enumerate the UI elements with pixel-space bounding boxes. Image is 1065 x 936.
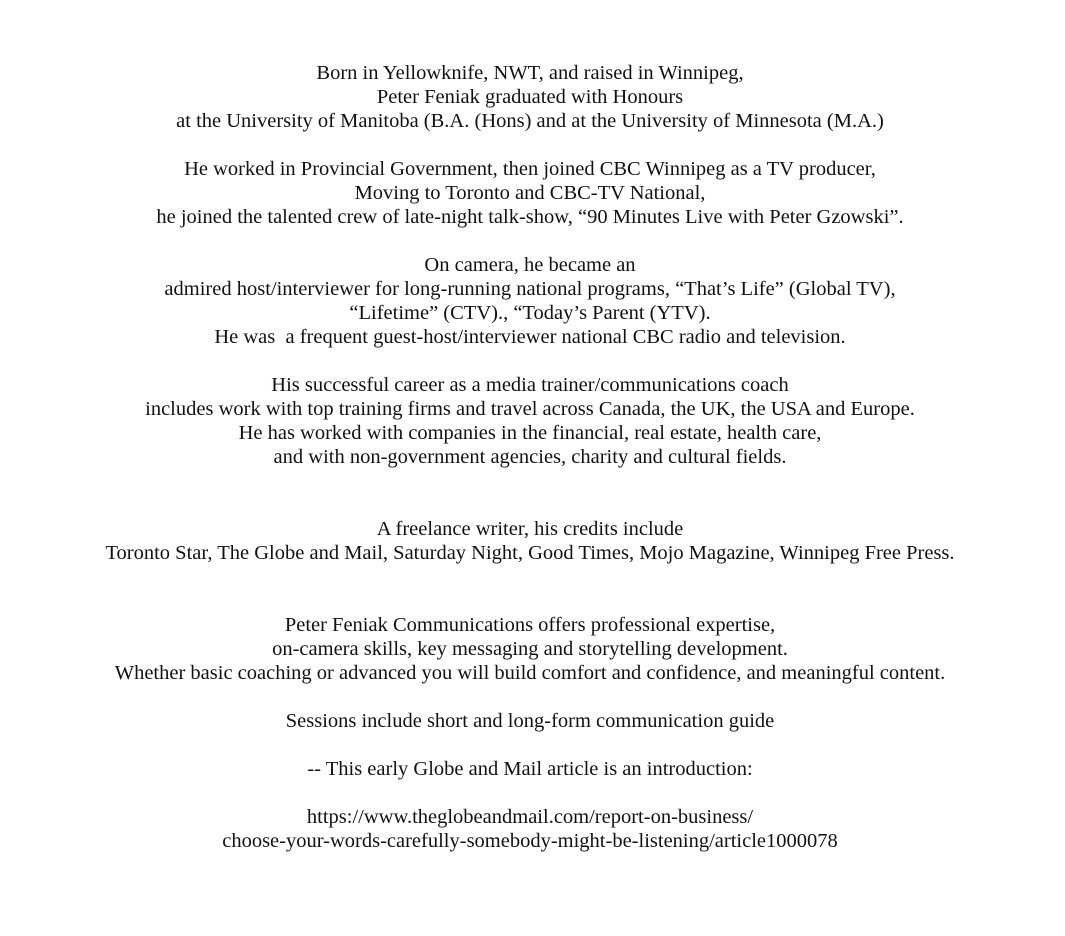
article-link-paragraph (0, 805, 1060, 853)
text-line: On camera, he became an (424, 254, 636, 276)
paragraph (0, 517, 1060, 565)
paragraph (0, 757, 1060, 781)
text-line: Sessions include short and long-form communication guide (285, 710, 775, 732)
text-line: He worked in Provincial Government, then joined CBC Winnipeg as a TV producer, (184, 158, 876, 180)
text-line: His successful career as a media trainer/communications coach (271, 374, 789, 396)
text-line: includes work with top training firms and travel across Canada, the UK, the USA and Europe. (145, 398, 915, 420)
text-line: at the University of Manitoba (B.A. (Hons) and at the University of Minnesota (M.A.) (176, 110, 884, 132)
text-line: “Lifetime” (CTV)., “Today’s Parent (YTV). (349, 302, 711, 324)
paragraph (0, 373, 1060, 469)
text-line: He has worked with companies in the financial, real estate, health care, (238, 422, 822, 444)
text-line: -- This early Globe and Mail article is an introduction: (307, 758, 753, 780)
text-line: admired host/interviewer for long-running national programs, “That’s Life” (Global TV), (164, 278, 896, 300)
biography-document (0, 61, 1060, 853)
text-line: on-camera skills, key messaging and storytelling development. (272, 638, 788, 660)
text-line: A freelance writer, his credits include (376, 518, 684, 540)
paragraph (0, 709, 1060, 733)
text-line: Moving to Toronto and CBC-TV National, (354, 182, 706, 204)
text-line: He was a frequent guest-host/interviewer national CBC radio and television. (214, 326, 846, 348)
paragraph (0, 61, 1060, 133)
text-line: Peter Feniak graduated with Honours (376, 86, 684, 108)
text-line: Toronto Star, The Globe and Mail, Saturday Night, Good Times, Mojo Magazine, Winnipeg Free Press. (105, 542, 955, 564)
text-line: and with non-government agencies, charity and cultural fields. (273, 446, 787, 468)
paragraph (0, 253, 1060, 349)
article-link-line[interactable]: https://www.theglobeandmail.com/report-on-business/ (306, 806, 754, 828)
text-line: Born in Yellowknife, NWT, and raised in Winnipeg, (316, 62, 744, 84)
text-line: he joined the talented crew of late-night talk-show, “90 Minutes Live with Peter Gzowski”. (156, 206, 904, 228)
text-line: Peter Feniak Communications offers professional expertise, (284, 614, 776, 636)
text-line: Whether basic coaching or advanced you will build comfort and confidence, and meaningful content. (114, 662, 946, 684)
paragraph (0, 613, 1060, 685)
article-link-line[interactable]: choose-your-words-carefully-somebody-might-be-listening/article1000078 (222, 830, 838, 852)
paragraph (0, 157, 1060, 229)
